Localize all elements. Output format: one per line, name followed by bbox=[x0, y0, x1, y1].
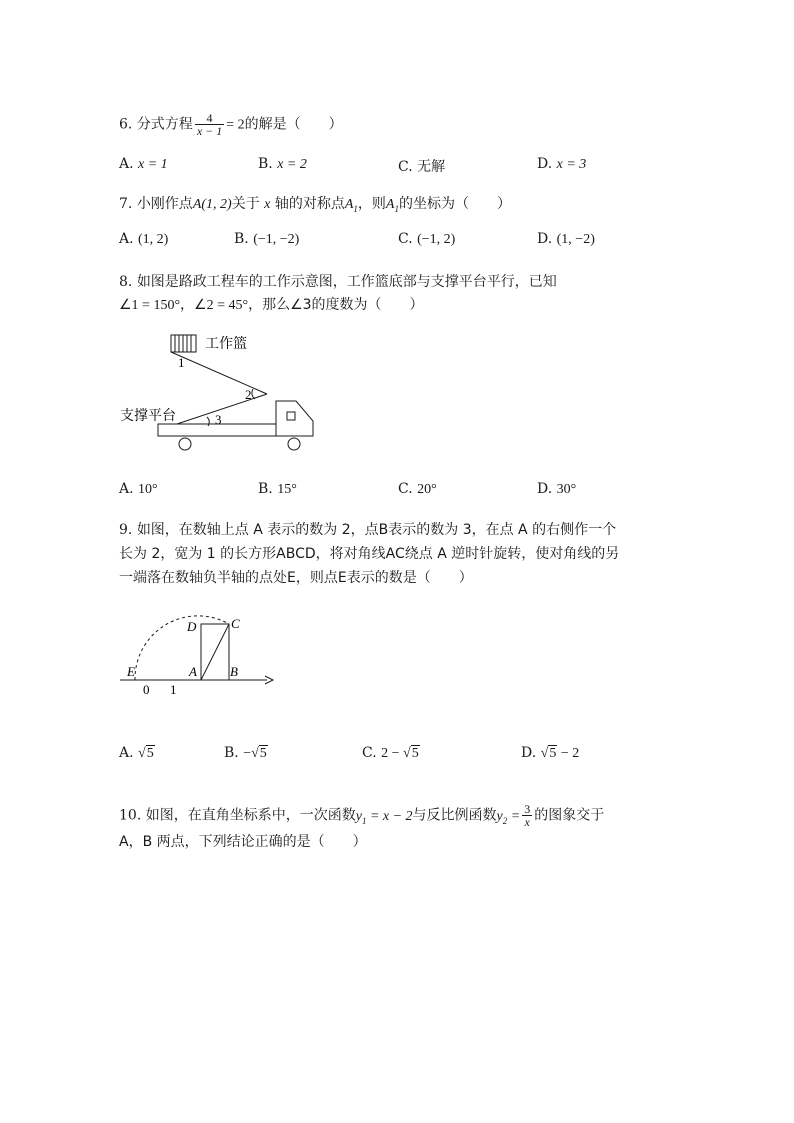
q10-text-3: 的图象交于 bbox=[534, 807, 605, 824]
angle-label-2: 2 bbox=[245, 387, 252, 402]
q10-number: 10. bbox=[119, 807, 142, 824]
q7-point: A(1, 2) bbox=[192, 197, 232, 212]
q7-text-1: 小刚作点 bbox=[136, 196, 193, 212]
point-label-d: D bbox=[187, 619, 197, 634]
q7-symmetric-point-2: $A_1$ bbox=[385, 197, 399, 214]
point-label-b: B bbox=[230, 664, 238, 679]
q8-stem-line-1 bbox=[119, 271, 557, 291]
q8-angle-2: ∠2 = 45° bbox=[194, 298, 249, 313]
q6-fraction bbox=[195, 112, 224, 137]
q6-suffix: 的解是（ ） bbox=[244, 116, 343, 133]
q6-option-a[interactable]: A. x = 1 bbox=[119, 156, 168, 172]
q6-option-c[interactable]: C. 无解 bbox=[398, 159, 446, 175]
q6-number: 6. bbox=[119, 116, 133, 133]
q6-fraction-numerator: 4 bbox=[195, 112, 224, 125]
q7-symmetric-point: $A_1$ bbox=[344, 197, 358, 214]
q9-text-1: 如图，在数轴上点 A 表示的数为 2，点B表示的数为 3，在点 A 的右侧作一个 bbox=[136, 522, 617, 538]
platform-label: 支撑平台 bbox=[120, 408, 176, 424]
point-label-c: C bbox=[231, 616, 240, 631]
q9-option-d[interactable]: D. √5 − 2 bbox=[521, 745, 580, 761]
work-basket bbox=[171, 335, 196, 352]
q8-angle-1: ∠1 = 150° bbox=[119, 298, 181, 313]
q9-text-2: 长为 2，宽为 1 的长方形ABCD，将对角线AC绕点 A 逆时针旋转，使对角线的另 bbox=[119, 546, 620, 562]
q10-stem-line-1 bbox=[119, 803, 604, 828]
q8-text-1: 如图是路政工程车的工作示意图，工作篮底部与支撑平台平行，已知 bbox=[136, 274, 557, 290]
q7-text-3: 轴的对称点 bbox=[274, 196, 345, 212]
q10-fraction: $\frac{3}{x}$ bbox=[524, 802, 531, 829]
q9-option-c[interactable]: C. 2 − √5 bbox=[362, 745, 419, 761]
tick-label-1: 1 bbox=[170, 682, 177, 697]
q7-text-5: 的坐标为（ ） bbox=[398, 196, 511, 212]
q6-prefix: 分式方程 bbox=[136, 116, 193, 133]
q9-option-a[interactable]: A. √5 bbox=[119, 745, 154, 761]
q8-figure-truck bbox=[115, 325, 325, 457]
q7-text-2: 关于 bbox=[231, 196, 260, 212]
q7-axis: x bbox=[264, 197, 271, 212]
q7-number: 7. bbox=[119, 196, 133, 212]
q10-text-2: 与反比例函数 bbox=[412, 807, 497, 824]
q8-number: 8. bbox=[119, 274, 133, 290]
q6-option-d[interactable]: D. x = 3 bbox=[537, 156, 587, 172]
q9-text-3: 一端落在数轴负半轴的点处E，则点E表示的数是（ ） bbox=[119, 570, 473, 586]
q8-stem-line-2: ∠1 = 150°，∠2 = 45°，那么∠3的度数为（ ） bbox=[119, 297, 424, 313]
q9-stem-line-2 bbox=[119, 543, 619, 563]
q8-option-a[interactable]: A. 10° bbox=[119, 481, 158, 497]
q7-option-b[interactable]: B. (−1, −2) bbox=[234, 231, 300, 247]
q7-stem bbox=[119, 193, 511, 214]
q7-text-4: ，则 bbox=[357, 196, 386, 212]
q6-stem bbox=[119, 112, 343, 137]
q6-equals: = 2 bbox=[226, 117, 245, 133]
q8-text-2: ，那么∠3的度数为（ ） bbox=[248, 297, 424, 313]
angle-label-1: 1 bbox=[178, 355, 185, 370]
q9-number: 9. bbox=[119, 522, 133, 538]
q10-function-1: $y_1 = x - 2$ bbox=[355, 808, 413, 826]
q8-option-d[interactable]: D. 30° bbox=[537, 481, 577, 497]
rotation-arc bbox=[135, 616, 229, 680]
basket-label: 工作篮 bbox=[205, 336, 247, 352]
q7-option-a[interactable]: A. (1, 2) bbox=[119, 231, 169, 247]
q9-stem-line-3 bbox=[119, 567, 473, 587]
q8-option-c[interactable]: C. 20° bbox=[398, 481, 437, 497]
q9-figure-number-line bbox=[115, 610, 280, 698]
point-label-e: E bbox=[127, 664, 135, 679]
q8-option-b[interactable]: B. 15° bbox=[258, 481, 297, 497]
q7-option-d[interactable]: D. (1, −2) bbox=[537, 231, 595, 247]
q10-text-4: A，B 两点，下列结论正确的是（ ） bbox=[119, 834, 367, 850]
q10-text-1: 如图，在直角坐标系中，一次函数 bbox=[145, 807, 356, 824]
q7-option-c[interactable]: C. (−1, 2) bbox=[398, 231, 456, 247]
q6-option-b[interactable]: B. x = 2 bbox=[258, 156, 307, 172]
truck-body bbox=[158, 401, 313, 450]
q6-fraction-denominator: x − 1 bbox=[196, 124, 223, 138]
q9-option-b[interactable]: B. −√5 bbox=[224, 745, 267, 761]
q10-stem-line-2 bbox=[119, 831, 367, 851]
q9-stem-line-1 bbox=[119, 519, 616, 539]
angle-label-3: 3 bbox=[215, 412, 222, 427]
point-label-a: A bbox=[189, 664, 197, 679]
q10-function-2: $y_2$ = bbox=[496, 808, 521, 826]
diagonal-ac bbox=[201, 624, 229, 680]
tick-label-0: 0 bbox=[143, 682, 150, 697]
